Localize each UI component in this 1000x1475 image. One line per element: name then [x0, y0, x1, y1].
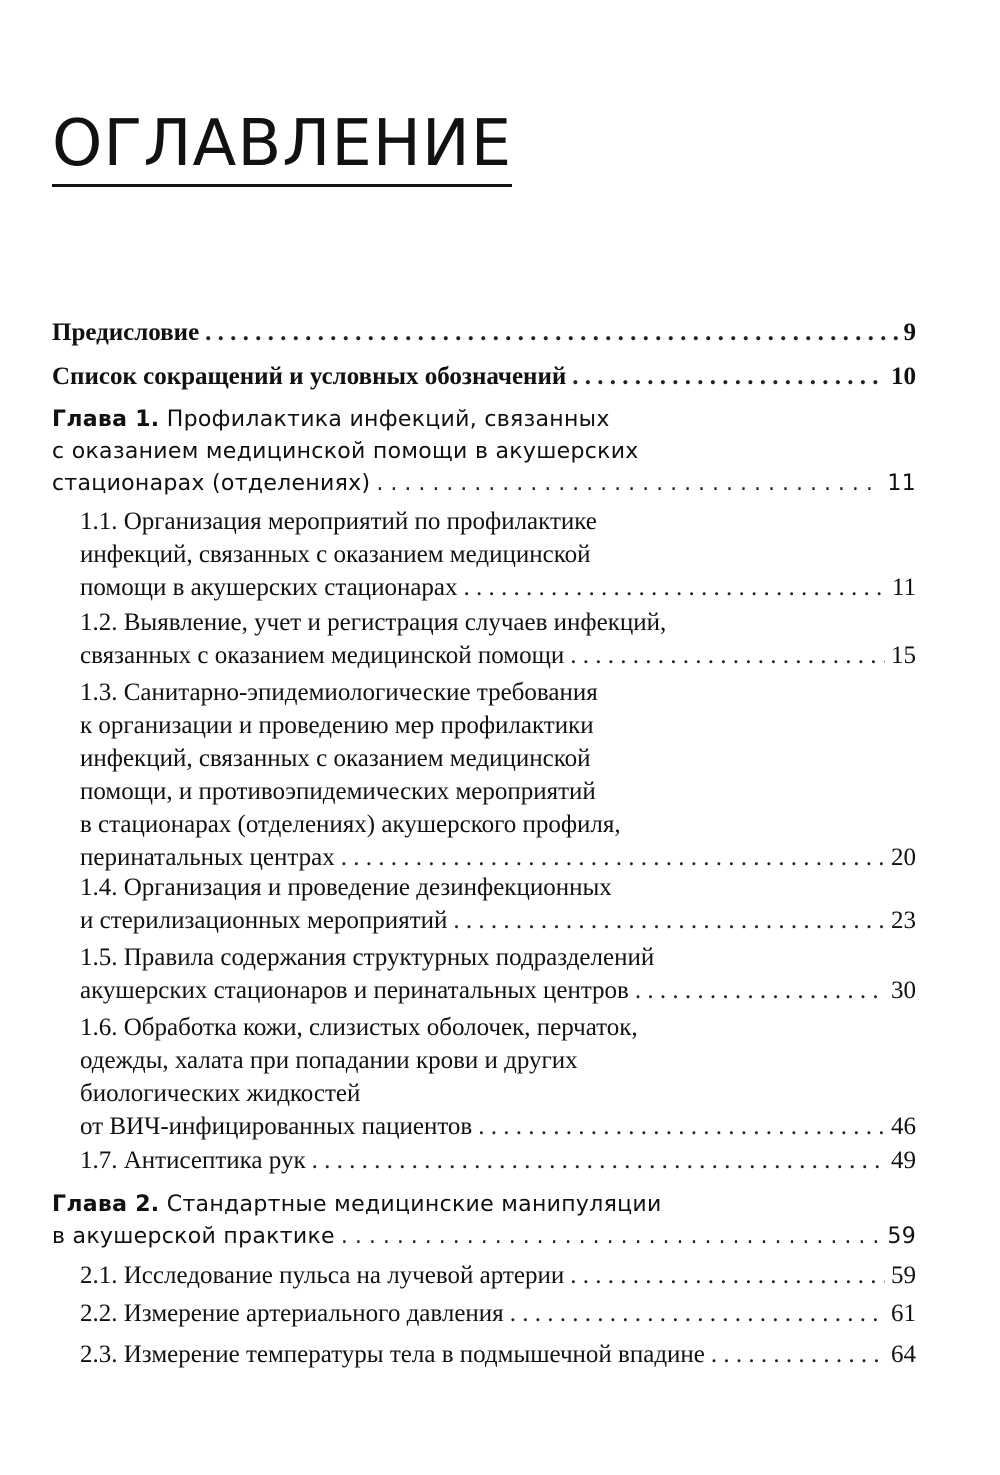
entry-title-line: от ВИЧ-инфицированных пациентов — [80, 1113, 473, 1140]
entry-title-line: 1.3. Санитарно-эпидемиологические требования — [80, 679, 598, 706]
toc-entry-abbreviations — [52, 360, 916, 393]
entry-title-line: 1.7. Антисептика рук — [80, 1147, 306, 1174]
entry-title: Предисловие — [52, 319, 200, 346]
toc-entry-chapter-1 — [52, 404, 916, 500]
page-number: 61 — [891, 1300, 916, 1327]
toc-entry-section-1-5 — [80, 941, 916, 1007]
leader-dots — [570, 1259, 885, 1292]
toc-entry-section-1-6 — [80, 1011, 916, 1143]
entry-title-line: 1.5. Правила содержания структурных подразделений — [80, 944, 655, 971]
leader-dots — [376, 468, 881, 500]
leader-dots — [453, 904, 885, 937]
entry-title-line: инфекций, связанных с оказанием медицинской — [80, 541, 591, 568]
leader-dots — [635, 974, 885, 1007]
leader-dots — [478, 1110, 885, 1143]
page-number: 49 — [891, 1147, 916, 1174]
page-number: 15 — [891, 642, 916, 669]
entry-title-line: в акушерской практике — [52, 1224, 335, 1249]
entry-title-line: помощи, и противоэпидемических мероприятий — [80, 778, 596, 805]
toc-entry-section-2-2 — [80, 1297, 916, 1330]
leader-dots — [570, 639, 885, 672]
page-number: 23 — [891, 907, 916, 934]
entry-title-line: с оказанием медицинской помощи в акушерских — [52, 439, 639, 464]
entry-title-line: 2.1. Исследование пульса на лучевой артерии — [80, 1262, 565, 1289]
toc-entry-chapter-2 — [52, 1189, 916, 1253]
leader-dots — [572, 360, 885, 393]
leader-dots — [711, 1338, 885, 1371]
page-number: 10 — [891, 363, 916, 390]
entry-title-line: перинатальных центрах — [80, 844, 335, 871]
leader-dots — [510, 1297, 885, 1330]
leader-dots — [464, 571, 886, 604]
toc-entry-section-2-3 — [80, 1338, 916, 1371]
entry-title-line: 1.6. Обработка кожи, слизистых оболочек, перчаток, — [80, 1014, 638, 1041]
leader-dots — [205, 316, 897, 349]
entry-title-line: 1.1. Организация мероприятий по профилактике — [80, 508, 597, 535]
entry-title-line: акушерских стационаров и перинатальных центров — [80, 977, 629, 1004]
entry-title-line: стационарах (отделениях) — [52, 471, 371, 496]
entry-title-line: в стационарах (отделениях) акушерского профиля, — [80, 811, 621, 838]
entry-title-line: инфекций, связанных с оказанием медицинской — [80, 745, 591, 772]
entry-title-line: 1.2. Выявление, учет и регистрация случаев инфекций, — [80, 609, 667, 636]
entry-title-line: биологических жидкостей — [80, 1080, 361, 1107]
toc-entry-preface — [52, 316, 916, 349]
toc-entry-section-2-1 — [80, 1259, 916, 1292]
leader-dots — [312, 1144, 885, 1177]
entry-title-line: связанных с оказанием медицинской помощи — [80, 642, 565, 669]
toc-entry-section-1-1 — [80, 505, 916, 604]
toc-entry-section-1-3 — [80, 676, 916, 874]
page-number: 59 — [887, 1224, 916, 1249]
entry-title-line: 2.2. Измерение артериального давления — [80, 1300, 504, 1327]
entry-title: Профилактика инфекций, связанных — [166, 407, 610, 432]
leader-dots — [341, 1221, 882, 1253]
entry-title-line: и стерилизационных мероприятий — [80, 907, 448, 934]
page-number: 11 — [887, 471, 916, 496]
chapter-label: Глава 2. — [52, 1192, 160, 1217]
entry-title: Стандартные медицинские манипуляции — [166, 1192, 662, 1217]
page-number: 46 — [891, 1113, 916, 1140]
toc-entry-section-1-4 — [80, 871, 916, 937]
entry-title: Список сокращений и условных обозначений — [52, 363, 567, 390]
entry-title-line: 2.3. Измерение температуры тела в подмышечной впадине — [80, 1341, 705, 1368]
page-number: 59 — [891, 1262, 916, 1289]
toc-entry-section-1-2 — [80, 606, 916, 672]
page-number: 9 — [903, 319, 916, 346]
page-title: ОГЛАВЛЕНИЕ — [52, 112, 512, 187]
chapter-label: Глава 1. — [52, 407, 160, 432]
leader-dots — [341, 841, 885, 874]
page-number: 64 — [891, 1341, 916, 1368]
entry-title-line: 1.4. Организация и проведение дезинфекционных — [80, 874, 612, 901]
toc-entry-section-1-7 — [80, 1144, 916, 1177]
page-number: 20 — [891, 844, 916, 871]
entry-title-line: к организации и проведению мер профилактики — [80, 712, 594, 739]
page-number: 30 — [891, 977, 916, 1004]
page-number: 11 — [891, 574, 916, 601]
entry-title-line: помощи в акушерских стационарах — [80, 574, 458, 601]
entry-title-line: одежды, халата при попадании крови и других — [80, 1047, 578, 1074]
